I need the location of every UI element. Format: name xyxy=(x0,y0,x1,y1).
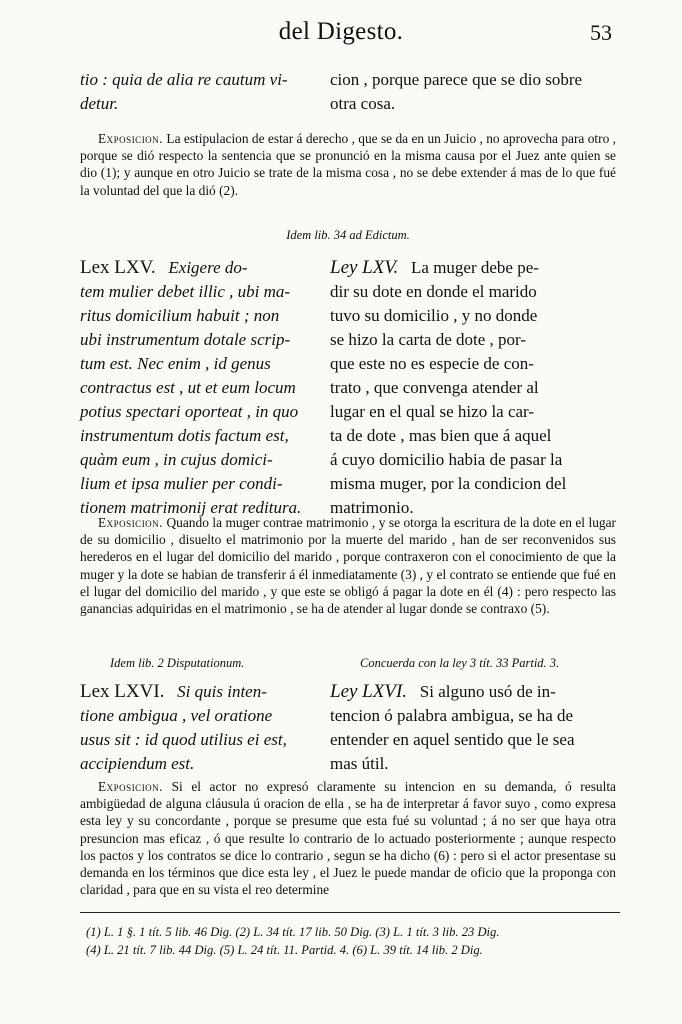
top-spanish-continuation xyxy=(330,68,620,116)
spanish-line: La muger debe pe- xyxy=(411,258,539,277)
spanish-line: entender en aquel sentido que le sea xyxy=(330,730,575,749)
lex-66-spanish xyxy=(330,680,618,776)
top-latin-continuation xyxy=(80,68,320,116)
latin-line: detur. xyxy=(80,94,119,113)
spanish-line: á cuyo domicilio habia de pasar la xyxy=(330,450,563,469)
exposicion-text: Quando la muger contrae matrimonio , y se otorga la escritura de la dote en el lugar de su domicilio , disuelto el matrimonio por la muerte del marido , han de ser reconvenidos sus herederos en el lugar del domicilio del marido , porque contraxeron con el conocimiento de que la muger y la dote se habian de transferir á él inmediatamente (3) , y el contrato se entiende que fué en el lugar del domicilio del marido , y que este se obligó á pagar la dote en él (4) : pero respecto las ganancias adquiridas en el matrimonio , se ha de atender al lugar donde se contraxo (5). xyxy=(80,515,616,617)
spanish-line: tuvo su domicilio , y no donde xyxy=(330,306,538,325)
page-number: 53 xyxy=(590,20,612,45)
lex-65-latin xyxy=(80,256,318,520)
latin-line: tum est. Nec enim , id genus xyxy=(80,354,271,373)
exposicion-text: Si el actor no expresó claramente su intencion en su demanda, ó resulta ambigüedad de alguna cláusula ú oracion de ella , se ha de interpretar á favor suyo , como expresa esta ley y su concordante , porque se presume que esta fué su voluntad ; á no ser que haya otra presuncion mas eficaz , ó que resulte lo contrario de lo actuado posteriormente ; aunque respecto los pactos y los contratos se dice lo contrario , segun se ha dicho (6) : pero si el actor presentase su demanda en los términos que dice esta ley , el Juez le puede mandar de oficio que la proponga con claridad , para que en su vista el reo determine xyxy=(80,779,616,898)
exposicion-label: Exposicion. xyxy=(98,131,164,146)
latin-line: tionem matrimonij erat reditura. xyxy=(80,498,302,517)
spanish-line: mas útil. xyxy=(330,754,389,773)
latin-line: tio : quia de alia re cautum vi- xyxy=(80,70,288,89)
latin-line: potius spectari oporteat , in quo xyxy=(80,402,299,421)
spanish-line: misma muger, por la condicion del xyxy=(330,474,567,493)
source-citation: Idem lib. 34 ad Edictum. xyxy=(286,228,410,242)
ley-heading: Ley LXVI. xyxy=(330,681,408,702)
exposicion-label: Exposicion. xyxy=(98,779,164,794)
running-head: del Digesto. xyxy=(278,18,404,45)
latin-line: quàm eum , in cujus domici- xyxy=(80,450,273,469)
spanish-line: otra cosa. xyxy=(330,94,396,113)
spanish-line: tencion ó palabra ambigua, se ha de xyxy=(330,706,574,725)
latin-line: usus sit : id quod utilius ei est, xyxy=(80,730,287,749)
spanish-line: lugar en el qual se hizo la car- xyxy=(330,402,535,421)
lex-66-latin xyxy=(80,680,318,776)
latin-line: ubi instrumentum dotale scrip- xyxy=(80,330,291,349)
latin-line: contractus est , ut et eum locum xyxy=(80,378,296,397)
footnote-rule xyxy=(80,912,620,913)
latin-line: tem mulier debet illic , ubi ma- xyxy=(80,282,291,301)
spanish-line: Si alguno usó de in- xyxy=(419,682,556,701)
spanish-line: dir su dote en donde el marido xyxy=(330,282,537,301)
latin-line: ritus domicilium habuit ; non xyxy=(80,306,280,325)
exposicion-text: La estipulacion de estar á derecho , que se da en un Juicio , no aprovecha para otro , porque se dió respecto la sentencia que se pronunció en la misma causa por el Juez ante quien se dio (1); y aunque en otro Juicio se trate de la misma cosa , no se debe extender á mas de lo que fué la voluntad del que la dió (2). xyxy=(80,131,616,198)
exposicion-paragraph-3 xyxy=(80,778,616,898)
spanish-line: matrimonio. xyxy=(330,498,414,517)
latin-line: accipiendum est. xyxy=(80,754,195,773)
exposicion-paragraph-2 xyxy=(80,514,616,617)
latin-line: Exigere do- xyxy=(168,258,248,277)
lex-65-spanish xyxy=(330,256,618,520)
exposicion-label: Exposicion. xyxy=(98,515,164,530)
latin-line: Si quis inten- xyxy=(177,682,267,701)
exposicion-paragraph-1 xyxy=(80,130,616,199)
spanish-line: se hizo la carta de dote , por- xyxy=(330,330,527,349)
spanish-line: cion , porque parece que se dio sobre xyxy=(330,70,583,89)
footnote-line: (1) L. 1 §. 1 tít. 5 lib. 46 Dig. (2) L. 34 tít. 17 lib. 50 Dig. (3) L. 1 tít. 3 lib. 23 Dig. xyxy=(86,925,500,939)
concordance-citation: Concuerda con la ley 3 tít. 33 Partid. 3. xyxy=(360,656,560,670)
latin-line: instrumentum dotis factum est, xyxy=(80,426,289,445)
spanish-line: ta de dote , mas bien que á aquel xyxy=(330,426,552,445)
spanish-line: que este no es especie de con- xyxy=(330,354,534,373)
source-citation: Idem lib. 2 Disputationum. xyxy=(110,656,245,670)
latin-line: lium et ipsa mulier per condi- xyxy=(80,474,283,493)
latin-line: tione ambigua , vel oratione xyxy=(80,706,273,725)
footnote-line: (4) L. 21 tít. 7 lib. 44 Dig. (5) L. 24 tít. 11. Partid. 4. (6) L. 39 tít. 14 lib. 2 Dig. xyxy=(86,943,483,957)
ley-heading: Ley LXV. xyxy=(330,257,399,278)
lex-heading: Lex LXV. xyxy=(80,257,156,278)
lex-heading: Lex LXVI. xyxy=(80,681,165,702)
spanish-line: trato , que convenga atender al xyxy=(330,378,539,397)
